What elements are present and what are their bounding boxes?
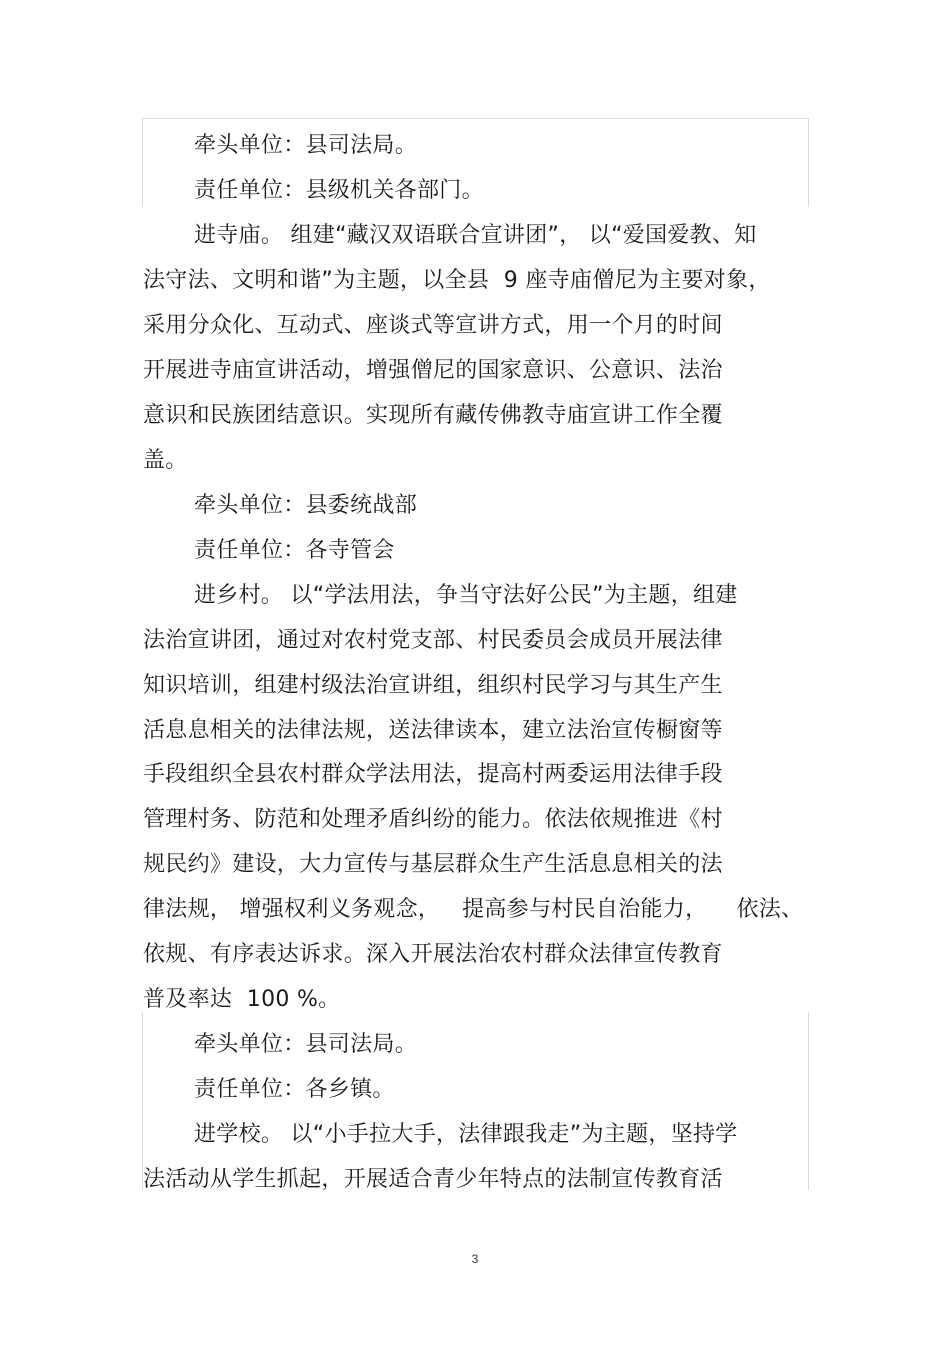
text-line: 管理村务、防范和处理矛盾纠纷的能力。依法依规推进《村	[143, 807, 723, 832]
text-line: 进学校。 以“小手拉大手，法律跟我走”为主题，坚持学	[194, 1122, 738, 1147]
text-line: 规民约》建设，大力宣传与基层群众生产生活息息相关的法	[143, 852, 723, 877]
text-line: 知识培训，组建村级法治宣讲组，组织村民学习与其生产生	[143, 673, 723, 698]
text-line: 牵头单位：县司法局。	[194, 133, 418, 158]
text-line: 进寺庙。 组建“藏汉双语联合宣讲团”， 以“爱国爱教、知	[194, 223, 757, 248]
text-line: 普及率达 100 %。	[143, 987, 341, 1012]
text-line: 采用分众化、互动式、座谈式等宣讲方式，用一个月的时间	[143, 313, 723, 338]
text-line: 进乡村。 以“学法用法，争当守法好公民”为主题，组建	[194, 583, 738, 608]
text-line: 责任单位：各寺管会	[194, 538, 395, 563]
page-number: 3	[471, 1252, 479, 1266]
text-line: 开展进寺庙宣讲活动，增强僧尼的国家意识、公意识、法治	[143, 358, 723, 383]
text-line: 责任单位：县级机关各部门。	[194, 178, 484, 203]
text-line: 依规、有序表达诉求。深入开展法治农村群众法律宣传教育	[143, 942, 723, 967]
text-line: 牵头单位：县委统战部	[194, 493, 418, 518]
text-line: 法治宣讲团，通过对农村党支部、村民委员会成员开展法律	[143, 628, 723, 653]
text-line: 手段组织全县农村群众学法用法，提高村两委运用法律手段	[143, 762, 723, 787]
text-line: 牵头单位：县司法局。	[194, 1032, 418, 1057]
text-line: 活息息相关的法律法规，送法律读本，建立法治宣传橱窗等	[143, 718, 723, 743]
text-line: 盖。	[143, 448, 188, 473]
text-line: 责任单位：各乡镇。	[194, 1077, 395, 1102]
text-line: 律法规， 增强权利义务观念， 提高参与村民自治能力， 依法、	[143, 897, 804, 922]
text-line: 法活动从学生抓起，开展适合青少年特点的法制宣传教育活	[143, 1167, 723, 1192]
text-line: 法守法、文明和谐”为主题，以全县 9 座寺庙僧尼为主要对象，	[143, 268, 771, 293]
text-line: 意识和民族团结意识。实现所有藏传佛教寺庙宣讲工作全覆	[143, 403, 723, 428]
